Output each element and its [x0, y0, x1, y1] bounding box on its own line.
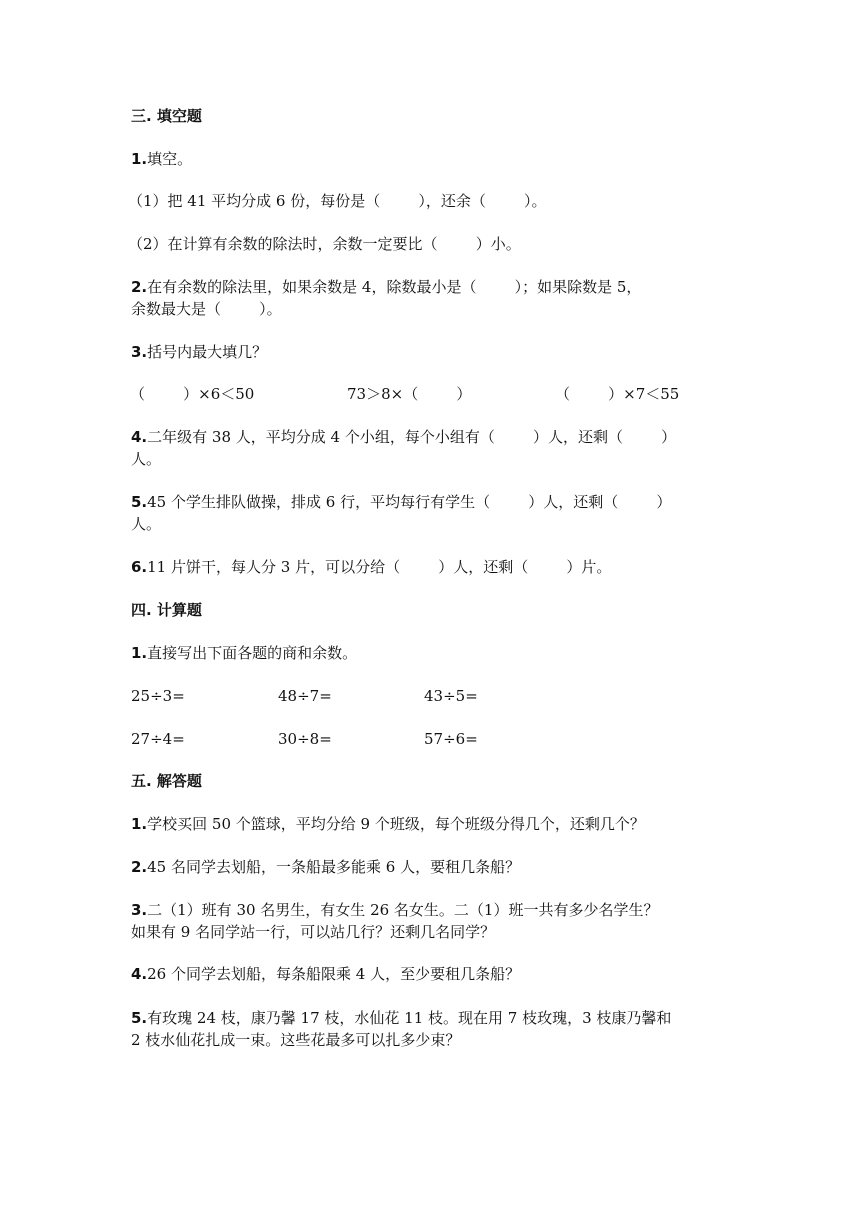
- question-5-2: [131, 857, 520, 877]
- question-number: 3.: [131, 901, 148, 919]
- question-number: 2.: [131, 278, 148, 296]
- question-text: 二（1）班有 30 名男生，有女生 26 名女生。二（1）班一共有多少名学生？: [147, 901, 659, 919]
- question-number: 5.: [131, 493, 148, 511]
- question-5-3-line2: 如果有 9 名同学站一行，可以站几行？还剩几名同学？: [131, 923, 496, 941]
- question-5-1: [131, 814, 645, 834]
- question-5-5-line1: [131, 1008, 671, 1028]
- question-text: 括号内最大填几？: [147, 343, 268, 361]
- question-number: 4.: [131, 965, 148, 983]
- question-number: 3.: [131, 343, 148, 361]
- question-number: 1.: [131, 644, 148, 662]
- sub-question-2: （2）在计算有余数的除法时，余数一定要比（ ）小。: [128, 235, 521, 253]
- section-title-fill-blank: 三. 填空题: [131, 107, 202, 125]
- question-5-4: [131, 964, 520, 984]
- question-text: 45 名同学去划船，一条船最多能乘 6 人，要租几条船？: [147, 858, 521, 876]
- division-item: 30÷8=: [278, 730, 332, 748]
- division-item: 57÷6=: [424, 730, 478, 748]
- question-3-4-line1: [131, 427, 676, 447]
- question-number: 2.: [131, 858, 148, 876]
- division-item: 27÷4=: [131, 730, 185, 748]
- question-4-1: [131, 643, 357, 663]
- inequality-item: 73＞8×（ ）: [347, 385, 472, 403]
- division-item: 25÷3=: [131, 687, 185, 705]
- question-number: 1.: [131, 150, 148, 168]
- question-text: 26 个同学去划船，每条船限乘 4 人，至少要租几条船？: [147, 965, 521, 983]
- question-number: 1.: [131, 815, 148, 833]
- question-3-3: [131, 342, 267, 362]
- question-text: 45 个学生排队做操，排成 6 行，平均每行有学生（ ）人，还剩（ ）: [147, 493, 672, 511]
- question-3-2-line2: 余数最大是（ ）。: [131, 300, 282, 318]
- question-3-5-line2: 人。: [131, 515, 162, 533]
- question-5-5-line2: 2 枝水仙花扎成一束。这些花最多可以扎多少束？: [131, 1031, 461, 1049]
- question-number: 5.: [131, 1009, 148, 1027]
- division-item: 43÷5=: [424, 687, 478, 705]
- question-text: 填空。: [147, 150, 193, 168]
- sub-question-1: （1）把 41 平均分成 6 份，每份是（ ），还余（ ）。: [128, 192, 547, 210]
- question-text: 在有余数的除法里，如果余数是 4，除数最小是（ ）；如果除数是 5，: [147, 278, 642, 296]
- section-title-word-problems: 五. 解答题: [131, 772, 202, 790]
- section-title-calculation: 四. 计算题: [131, 601, 202, 619]
- question-3-1: [131, 149, 192, 169]
- question-5-3-line1: [131, 900, 658, 920]
- question-text: 有玫瑰 24 枝，康乃馨 17 枝，水仙花 11 枝。现在用 7 枝玫瑰，3 枝康乃馨和: [147, 1009, 672, 1027]
- question-text: 学校买回 50 个篮球，平均分给 9 个班级，每个班级分得几个，还剩几个？: [147, 815, 645, 833]
- inequality-item: （ ）×7＜55: [555, 385, 680, 403]
- question-number: 6.: [131, 558, 148, 576]
- question-text: 11 片饼干，每人分 3 片，可以分给（ ）人，还剩（ ）片。: [147, 558, 612, 576]
- question-number: 4.: [131, 428, 148, 446]
- question-3-6: [131, 557, 611, 577]
- question-3-5-line1: [131, 492, 671, 512]
- question-3-4-line2: 人。: [131, 450, 162, 468]
- inequality-item: （ ）×6＜50: [130, 385, 255, 403]
- division-item: 48÷7=: [278, 687, 332, 705]
- question-text: 直接写出下面各题的商和余数。: [147, 644, 358, 662]
- question-3-2-line1: [131, 277, 641, 297]
- question-text: 二年级有 38 人，平均分成 4 个小组，每个小组有（ ）人，还剩（ ）: [147, 428, 677, 446]
